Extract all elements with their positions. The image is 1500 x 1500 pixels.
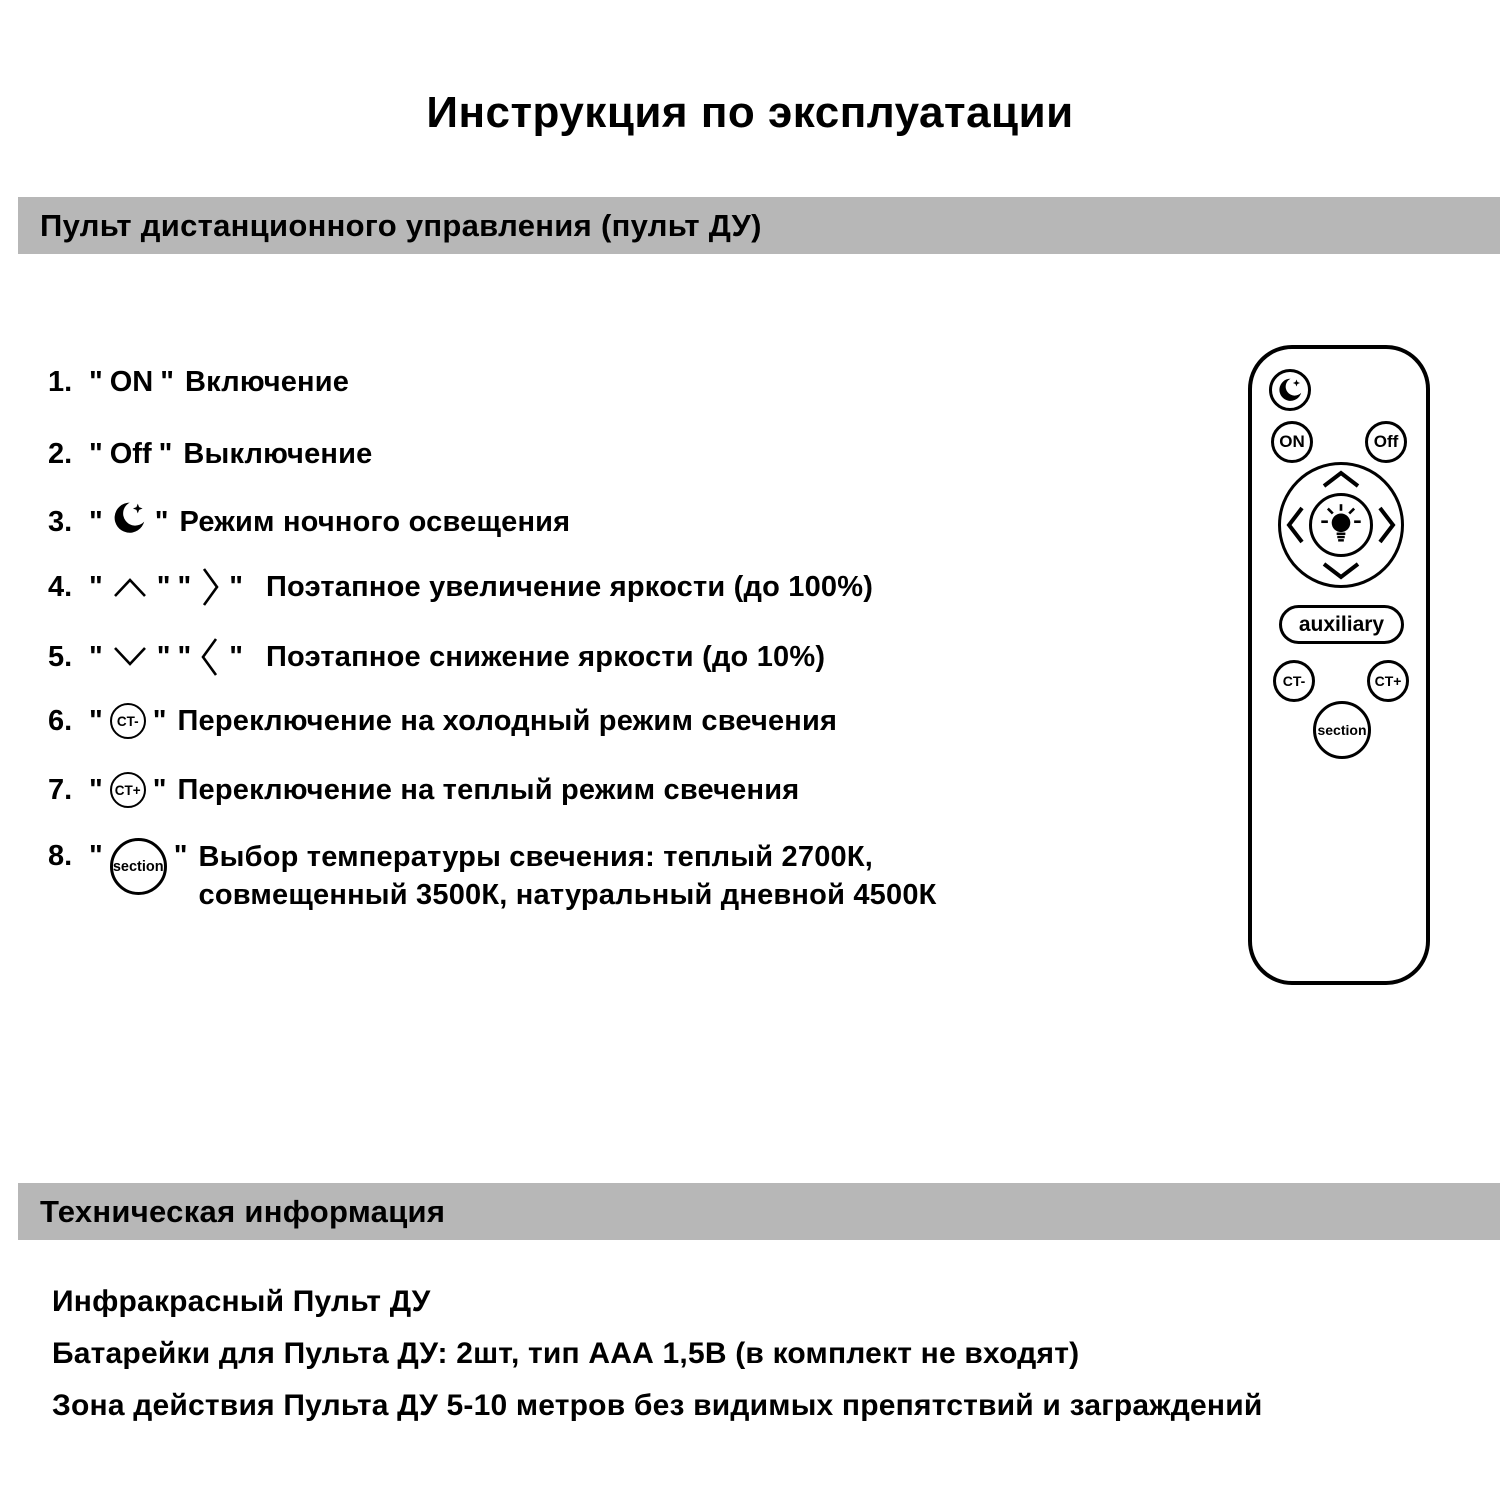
dpad [1278,462,1404,588]
tech-info-line: Батарейки для Пульта ДУ: 2шт, тип ААА 1,5В (в комплект не входят) [52,1337,1080,1370]
off-label: Off [109,438,152,470]
dpad-left-icon [1286,504,1304,546]
chevron-down-icon [110,642,150,672]
open-quote: " [89,438,103,470]
close-quote: " [154,505,169,538]
item-description: Режим ночного освещения [179,505,571,538]
close-quote: " [160,366,174,398]
open-quote: " [89,570,103,603]
crescent-moon-icon [110,498,148,546]
open-quote: " [177,570,192,603]
close-quote: " [152,704,167,737]
item-description [195,838,937,914]
section-header-tech [18,1183,1500,1240]
open-quote: " [89,640,103,673]
ct-minus-badge: CT- [110,703,146,739]
night-mode-button [1269,369,1311,411]
open-quote: " [177,640,192,673]
item-description: Поэтапное увеличение яркости (до 100%) [266,570,874,603]
item-number: 5. [48,640,73,673]
dpad-right-icon [1378,504,1396,546]
on-label: ON [109,366,154,398]
section-badge: section [110,838,167,895]
remote-graphic [1248,345,1430,985]
list-item-6 [48,703,844,739]
tech-info-line: Зона действия Пульта ДУ 5-10 метров без видимых препятствий и заграждений [52,1389,1263,1422]
chevron-left-icon [198,634,222,680]
item-description: Включение [185,366,350,398]
open-quote: " [89,505,103,538]
tech-info-line: Инфракрасный Пульт ДУ [52,1285,431,1318]
item-description: Переключение на холодный режим свечения [177,704,838,737]
list-item-4 [48,564,880,610]
open-quote: " [89,773,103,806]
item-description: Поэтапное снижение яркости (до 10%) [266,640,826,673]
list-item-3 [48,498,577,546]
list-item-7 [48,772,806,808]
item-number: 7. [48,773,73,806]
close-quote: " [229,640,243,673]
list-item-1 [48,366,356,399]
close-quote: " [156,570,171,603]
item-description-line2: совмещенный 3500К, натуральный дневной 4500К [198,879,937,911]
close-quote: " [229,570,243,603]
item-description: Выключение [183,438,373,470]
item-number: 1. [48,366,73,398]
item-number: 8. [48,840,73,872]
off-button: Off [1365,421,1407,463]
crescent-moon-icon [1276,376,1304,404]
page-title: Инструкция по эксплуатации [426,88,1074,137]
ct-minus-button: CT- [1273,660,1315,702]
item-description: Переключение на теплый режим свечения [177,773,800,806]
chevron-up-icon [110,572,150,602]
list-item-5 [48,634,832,680]
section-header-remote-label: Пульт дистанционного управления (пульт ДУ) [40,207,762,243]
section-button: section [1313,701,1371,759]
close-quote: " [156,640,171,673]
close-quote: " [152,773,167,806]
open-quote: " [89,366,103,398]
list-item-2 [48,438,379,471]
light-bulb-icon [1319,502,1363,548]
item-number: 6. [48,704,73,737]
item-description-line1: Выбор температуры свечения: теплый 2700К, [198,841,874,873]
item-number: 4. [48,570,73,603]
dpad-center-button [1309,493,1373,557]
open-quote: " [89,840,103,872]
item-number: 2. [48,438,73,470]
list-item-8 [48,838,944,914]
on-button: ON [1271,421,1313,463]
section-header-remote [18,197,1500,254]
close-quote: " [173,840,188,872]
dpad-up-icon [1320,470,1362,488]
item-number: 3. [48,505,73,538]
ct-plus-button: CT+ [1367,660,1409,702]
auxiliary-button: auxiliary [1279,605,1404,644]
open-quote: " [89,704,103,737]
close-quote: " [158,438,173,470]
ct-plus-badge: CT+ [110,772,146,808]
dpad-down-icon [1320,562,1362,580]
chevron-right-icon [198,564,222,610]
section-header-tech-label: Техническая информация [40,1193,446,1229]
